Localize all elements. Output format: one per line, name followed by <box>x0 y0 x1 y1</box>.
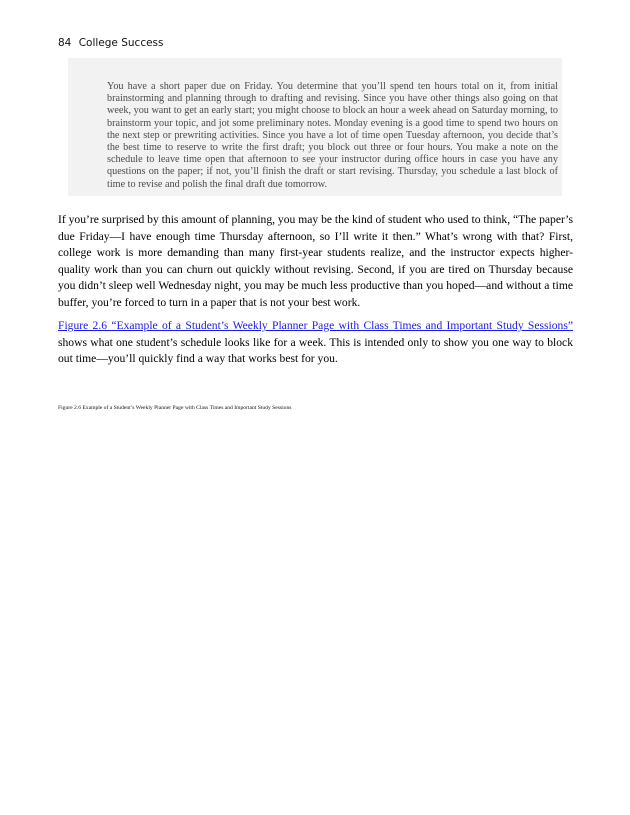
book-title: College Success <box>78 37 164 49</box>
page-number: 84 <box>58 37 72 49</box>
callout-text: You have a short paper due on Friday. You determine that you’ll spend ten hours total on it, from initial brainstorming and planning through to drafting and revising. Since you have other things also going on that week, you want to get an early start; you might choose to block an hour a week ahead on Saturday morning, to brainstorm your topic, and jot some preliminary notes. Monday evening is a good time to spend two hours on the next step or prewriting activities. Since you have a lot of time open Tuesday afternoon, you decide that’s the best time to reserve to write the first draft; you block out three or four hours. You make a note on the schedule to leave time open that afternoon to see your instructor during office hours in case you have any questions on the paper; if not, you’ll finish the draft or start revising. Thursday, you schedule a last block of time to revise and polish the final draft due tomorrow. <box>107 81 558 190</box>
example-callout-box <box>68 58 562 196</box>
figure-2-6-link[interactable]: Figure 2.6 “Example of a Student’s Weekly Planner Page with Class Times and Important Study Sessions” <box>58 319 573 332</box>
paragraph-planning: If you’re surprised by this amount of planning, you may be the kind of student who used to think, “The paper’s due Friday—I have enough time Thursday afternoon, so I’ll write it then.” What’s wrong with that? First, college work is more demanding than many first-year students realize, and the instructor expects higher-quality work than you can churn out quickly without revising. Second, if you are tired on Thursday because you didn’t sleep well Wednesday night, you may be much less productive than you hoped—and without a time buffer, you’re forced to turn in a paper that is not your best work. <box>58 213 573 309</box>
paragraph-figure-reference-text: shows what one student’s schedule looks like for a week. This is intended only to show you one way to block out time—you’ll quickly find a way that works best for you. <box>58 335 573 366</box>
figure-caption: Figure 2.6 Example of a Student’s Weekly Planner Page with Class Times and Important Study Sessions <box>58 405 292 411</box>
paragraph-figure-reference <box>58 318 573 368</box>
running-header <box>58 37 164 49</box>
